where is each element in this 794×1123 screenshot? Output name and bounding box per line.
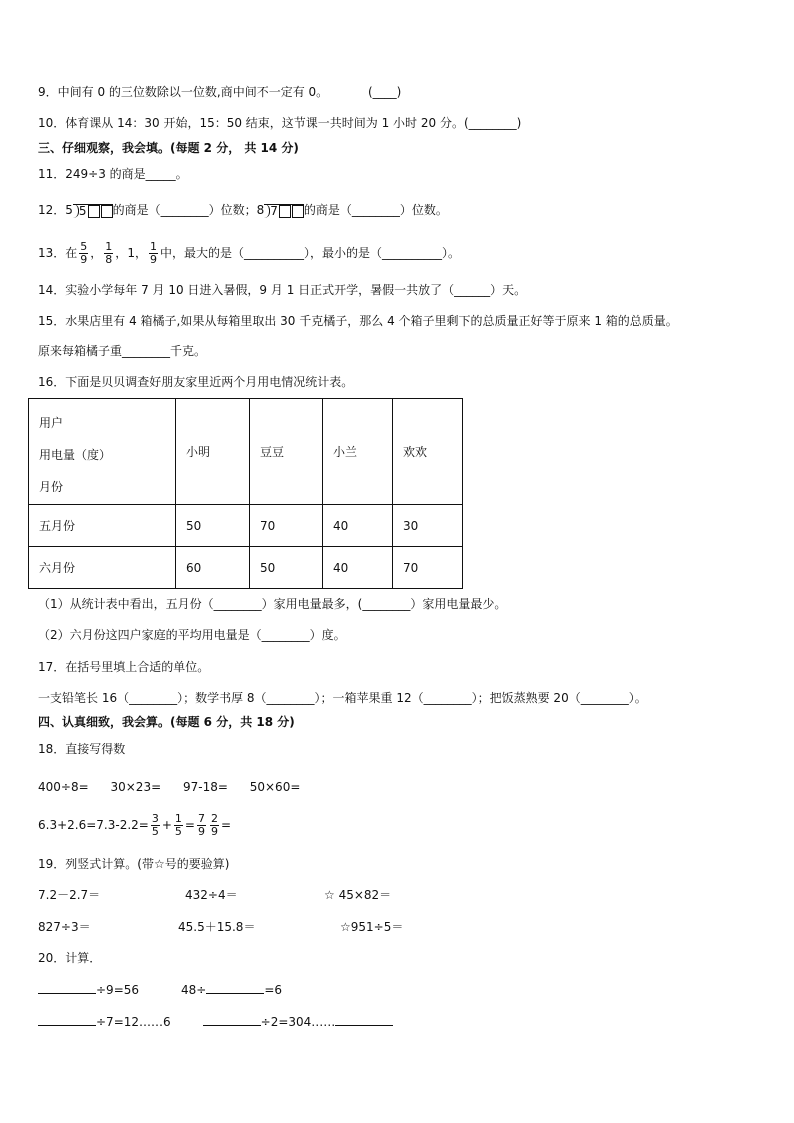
column-header: 小兰 (323, 399, 393, 505)
row-label: 六月份 (29, 547, 176, 589)
fraction: $\frac{2}{9}$ (210, 812, 218, 838)
column-header: 小明 (176, 399, 250, 505)
question-13: 13．在 $\frac{5}{9}$ ， $\frac{1}{8}$ ，1， $\frac{1}{9}$ 中，最大的是（__________），最小的是（__________）。 (38, 240, 460, 266)
answer-blank[interactable] (38, 1013, 96, 1026)
question-16-title: 16．下面是贝贝调查好朋友家里近两个月用电情况统计表。 (38, 375, 354, 389)
question-15-line2: 原来每箱橘子重________千克。 (38, 344, 207, 358)
division-glyph-2: 8 7 (257, 203, 304, 217)
answer-blank[interactable] (38, 981, 96, 994)
q9-answer-bracket[interactable]: (____) (368, 85, 402, 99)
answer-blank[interactable] (206, 981, 264, 994)
question-10: 10．体育课从 14：30 开始，15：50 结束，这节课一共时间为 1 小时 20 分。(________) (38, 116, 522, 130)
answer-blank[interactable] (335, 1013, 393, 1026)
section-4-heading: 四、认真细致，我会算。(每题 6 分，共 18 分) (38, 715, 295, 729)
table-header-row (29, 399, 463, 505)
q9-text: 9．中间有 0 的三位数除以一位数,商中间不一定有 0。 (38, 85, 329, 99)
question-20-row2: ÷7=12……6 ÷2=304…… (38, 1013, 393, 1030)
question-18-title: 18．直接写得数 (38, 742, 126, 756)
question-16-sub1: （1）从统计表中看出，五月份（________）家用电量最多，(________）家用电量最少。 (38, 597, 507, 611)
fraction: $\frac{1}{9}$ (149, 240, 157, 266)
question-19-row1: 7.2－2.7＝ 432÷4＝ ☆ 45×82＝ (38, 888, 392, 902)
q12-mid1: 的商是（________）位数； (112, 203, 257, 217)
fraction: $\frac{1}{8}$ (105, 240, 113, 266)
digit-box (279, 205, 291, 218)
q12-prefix: 12． (38, 203, 66, 217)
answer-blank[interactable] (203, 1013, 261, 1026)
question-19-row2: 827÷3＝ 45.5＋15.8＝ ☆951÷5＝ (38, 920, 404, 934)
question-20-title: 20．计算． (38, 951, 102, 965)
electricity-table (28, 398, 463, 589)
digit-box (101, 205, 113, 218)
question-18-row1: 400÷8= 30×23= 97-18= 50×60= (38, 780, 301, 794)
question-16-sub2: （2）六月份这四户家庭的平均用电量是（________）度。 (38, 628, 346, 642)
table-row (29, 547, 463, 589)
table-cell: 40 (323, 547, 393, 589)
question-17-line: 一支铅笔长 16（________）；数学书厚 8（________）；一箱苹果重 12（________）；把饭蒸熟要 20（________）。 (38, 691, 647, 705)
table-cell: 70 (250, 505, 323, 547)
digit-box (88, 205, 100, 218)
digit-box (292, 205, 304, 218)
table-cell: 60 (176, 547, 250, 589)
division-glyph-1: 5 5 (65, 203, 112, 217)
fraction: $\frac{3}{5}$ (151, 812, 159, 838)
fraction: $\frac{7}{9}$ (197, 812, 205, 838)
question-18-row2: 6.3+2.6=7.3-2.2= $\frac{3}{5}$ + $\frac{1}{5}$ = $\frac{7}{9}$ $\frac{2}{9}$ = (38, 812, 232, 838)
table-row (29, 505, 463, 547)
section-3-heading: 三、仔细观察，我会填。(每题 2 分， 共 14 分) (38, 141, 299, 155)
question-15-line1: 15．水果店里有 4 箱橘子,如果从每箱里取出 30 千克橘子，那么 4 个箱子里剩下的总质量正好等于原来 1 箱的总质量。 (38, 314, 678, 328)
question-11: 11．249÷3 的商是_____。 (38, 167, 188, 181)
table-cell: 50 (250, 547, 323, 589)
table-cell: 40 (323, 505, 393, 547)
table-diagonal-header: 用户 用电量（度） 月份 (29, 399, 176, 505)
fraction: $\frac{1}{5}$ (174, 812, 182, 838)
table-cell: 70 (393, 547, 463, 589)
question-9 (38, 84, 401, 100)
question-19-title: 19．列竖式计算。(带☆号的要验算) (38, 857, 230, 871)
fraction: $\frac{5}{9}$ (80, 240, 88, 266)
column-header: 欢欢 (393, 399, 463, 505)
question-17-title: 17．在括号里填上合适的单位。 (38, 660, 210, 674)
q12-mid2: 的商是（________）位数。 (303, 203, 448, 217)
row-label: 五月份 (29, 505, 176, 547)
question-12 (38, 202, 448, 218)
question-14: 14．实验小学每年 7 月 10 日进入暑假，9 月 1 日正式开学，暑假一共放了（______）天。 (38, 283, 527, 297)
column-header: 豆豆 (250, 399, 323, 505)
table-cell: 30 (393, 505, 463, 547)
table-cell: 50 (176, 505, 250, 547)
question-20-row1: ÷9=56 48÷ =6 (38, 981, 282, 998)
